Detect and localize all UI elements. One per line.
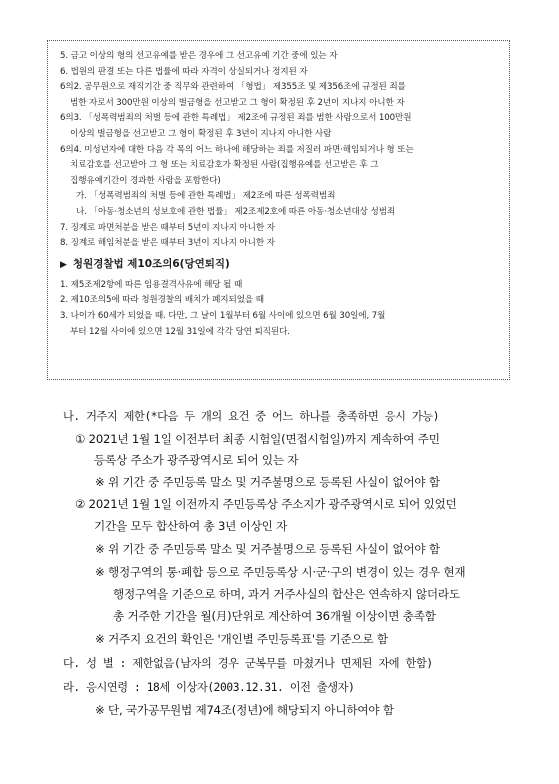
- section-gender: 다. 성 별 : 제한없음(남자의 경우 군복무를 마쳤거나 면제된 자에 한함): [63, 657, 433, 670]
- age-note: ※ 단, 국가공무원법 제74조(정년)에 해당되지 아니하여야 함: [95, 703, 394, 717]
- box-line: 집행유예기간이 경과한 사람을 포함한다): [70, 175, 221, 186]
- box-line: 6. 법원의 판결 또는 다른 법률에 따라 자격이 상실되거나 정지된 자: [60, 66, 308, 77]
- heading-text: 청원경찰법 제10조의6(당연퇴직): [72, 257, 230, 270]
- retirement-list: [60, 278, 501, 340]
- triangle-icon: ▶: [60, 259, 67, 270]
- box-line: 6의2. 공무원으로 재직기간 중 직무와 관련하여 「형법」 제355조 및 제356조에 규정된 죄를: [60, 82, 406, 93]
- box-line: 부터 12월 사이에 있으면 12월 31일에 각각 당연 퇴직된다.: [70, 326, 290, 337]
- residence-item-2-cont: 기간을 모두 합산하여 총 3년 이상인 자: [94, 519, 288, 533]
- section-age: 라. 응시연령 : 18세 이상자(2003.12.31. 이전 출생자): [63, 681, 355, 694]
- box-line: 6의3. 「성폭력범죄의 처벌 등에 관한 특례법」 제2조에 규정된 죄를 범한 사람으로서 100만원: [60, 113, 412, 124]
- box-line: 가. 「성폭력범죄의 처벌 등에 관한 특례법」 제2조에 따른 성폭력범죄: [76, 191, 336, 202]
- section-residence: 나. 거주지 제한(*다음 두 개의 요건 중 어느 하나를 충족하면 응시 가능): [63, 410, 440, 423]
- box-line: 7. 징계로 파면처분을 받은 때부터 5년이 지나지 아니한 자: [60, 222, 275, 233]
- disqualification-box: [47, 40, 510, 380]
- box-line: 이상의 벌금형을 선고받고 그 형이 확정된 후 3년이 지나지 아니한 사람: [70, 128, 332, 139]
- residence-item-1-cont: 등록상 주소가 광주광역시로 되어 있는 자: [94, 453, 299, 467]
- residence-note-3-cont2: 총 거주한 기간을 월(月)단위로 계산하여 36개월 이상이면 충족함: [113, 609, 436, 623]
- box-line: 범한 자로서 300만원 이상의 벌금형을 선고받고 그 형이 확정된 후 2년이 지나지 아니한 자: [70, 97, 405, 108]
- residence-note-3-cont1: 행정구역을 기준으로 하며, 과거 거주사실의 합산은 연속하지 않더라도: [113, 587, 460, 601]
- residence-note-4: ※ 거주지 요건의 확인은 '개인별 주민등록표'를 기준으로 함: [95, 632, 388, 646]
- disqualification-list: [60, 49, 501, 252]
- box-line: 8. 징계로 해임처분을 받은 때부터 3년이 지나지 아니한 자: [60, 238, 275, 249]
- residence-item-1: ① 2021년 1월 1일 이전부터 최종 시험일(면접시험일)까지 계속하여 주민: [75, 432, 440, 446]
- box-heading: [60, 254, 501, 275]
- box-line: 1. 제5조제2항에 따른 임용결격사유에 해당 될 때: [60, 279, 243, 290]
- box-line: 치료감호를 선고받아 그 형 또는 치료감호가 확정된 사람(집행유예를 선고받은 후 그: [70, 160, 379, 171]
- residence-item-2: ② 2021년 1월 1일 이전까지 주민등록상 주소지가 광주광역시로 되어 있었던: [75, 497, 457, 511]
- residence-note-2: ※ 위 기간 중 주민등록 말소 및 거주불명으로 등록된 사실이 없어야 함: [95, 542, 440, 556]
- box-line: 6의4. 미성년자에 대한 다음 각 목의 어느 하나에 해당하는 죄를 저질러 파면·해임되거나 형 또는: [60, 144, 414, 155]
- residence-note-1: ※ 위 기간 중 주민등록 말소 및 거주불명으로 등록된 사실이 없어야 함: [95, 475, 440, 489]
- box-line: 5. 금고 이상의 형의 선고유예를 받은 경우에 그 선고유예 기간 중에 있는 자: [60, 51, 338, 61]
- box-line: 2. 제10조의5에 따라 청원경찰의 배치가 폐지되었을 때: [60, 295, 264, 306]
- residence-note-3: ※ 행정구역의 통·폐합 등으로 주민등록상 시·군·구의 변경이 있는 경우 현재: [95, 565, 466, 579]
- box-line: 나. 「아동·청소년의 성보호에 관한 법률」 제2조제2호에 따른 아동·청소년대상 성범죄: [76, 206, 396, 217]
- box-line: 3. 나이가 60세가 되었을 때. 다만, 그 날이 1월부터 6월 사이에 있으면 6월 30일에, 7월: [60, 310, 386, 321]
